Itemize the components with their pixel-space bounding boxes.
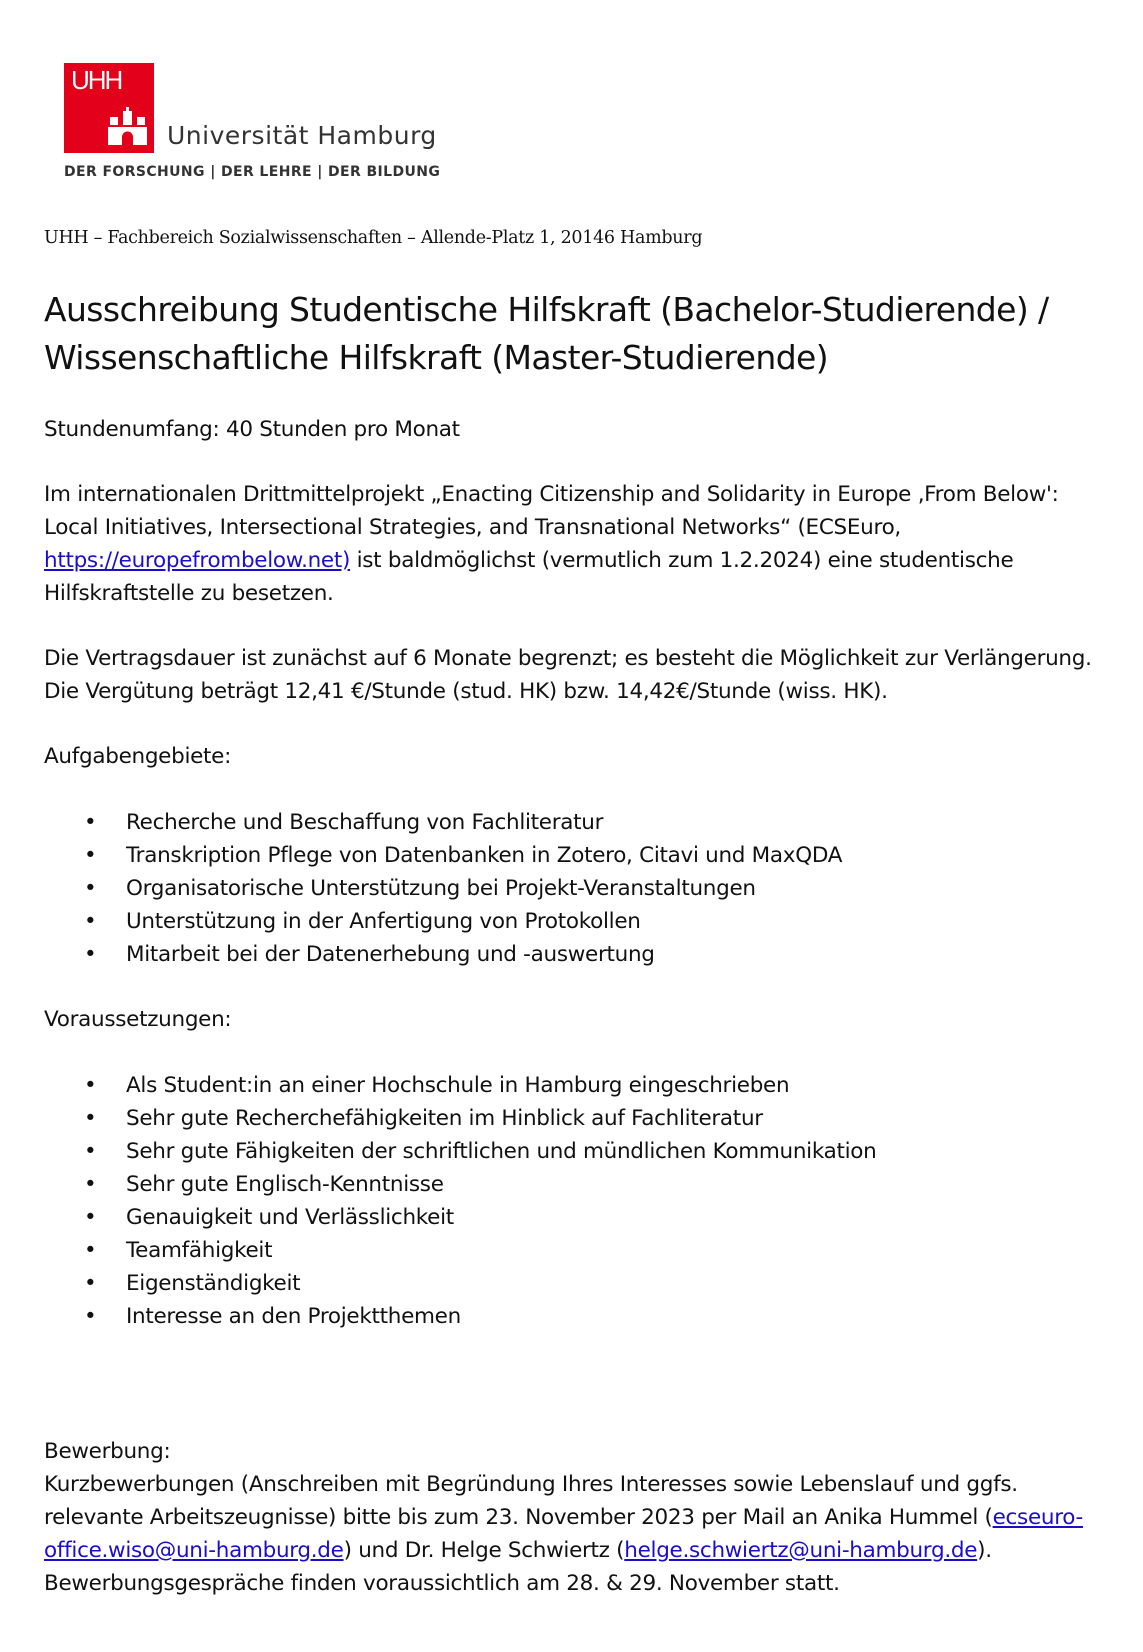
list-item: • Organisatorische Unterstützung bei Projekt-Veranstaltungen bbox=[44, 872, 1114, 905]
application-heading: Bewerbung: bbox=[44, 1439, 171, 1464]
title-line-1: Ausschreibung Studentische Hilfskraft (Bachelor-Studierende) / bbox=[44, 290, 1049, 329]
castle-icon bbox=[108, 107, 148, 147]
application-section bbox=[44, 1435, 1114, 1600]
email-link-schwiertz[interactable]: helge.schwiertz@uni-hamburg.de bbox=[624, 1538, 978, 1563]
list-item: • Interesse an den Projektthemen bbox=[44, 1300, 1114, 1333]
tasks-list bbox=[44, 806, 1114, 971]
list-item: • Transkription Pflege von Datenbanken in Zotero, Citavi und MaxQDA bbox=[44, 839, 1114, 872]
intro-paragraph bbox=[44, 478, 1114, 610]
requirements-list bbox=[44, 1069, 1114, 1333]
list-item: • Teamfähigkeit bbox=[44, 1234, 1114, 1267]
list-item: • Genauigkeit und Verlässlichkeit bbox=[44, 1201, 1114, 1234]
logo-mark-text: UHH bbox=[71, 65, 122, 95]
hours: Stundenumfang: 40 Stunden pro Monat bbox=[44, 417, 460, 442]
intro-text: Im internationalen Drittmittelprojekt „Enacting Citizenship and Solidarity in Europe ‚From Below': Local Initiatives, Intersectional Strategies, and Transnational Networks“ (ECSEuro, bbox=[44, 482, 1059, 540]
title-line-2: Wissenschaftliche Hilfskraft (Master-Studierende) bbox=[44, 338, 829, 377]
intro-text-end: ist baldmöglichst (vermutlich zum 1.2.2024) eine studentische Hilfskraftstelle zu besetzen. bbox=[44, 548, 1014, 606]
list-item: • Sehr gute Fähigkeiten der schriftlichen und mündlichen Kommunikation bbox=[44, 1135, 1114, 1168]
tasks-heading: Aufgabengebiete: bbox=[44, 744, 232, 769]
university-logo bbox=[64, 63, 444, 193]
list-item: • Recherche und Beschaffung von Fachliteratur bbox=[44, 806, 1114, 839]
application-text bbox=[44, 1468, 1114, 1600]
sender-address: UHH – Fachbereich Sozialwissenschaften – Allende-Platz 1, 20146 Hamburg bbox=[44, 228, 703, 248]
email-link-office[interactable]: ecseuro-office.wiso@uni-hamburg.de bbox=[44, 1505, 1083, 1563]
university-name: Universität Hamburg bbox=[167, 121, 437, 150]
project-link[interactable]: https://europefrombelow.net) bbox=[44, 548, 351, 573]
application-text-1: Kurzbewerbungen (Anschreiben mit Begründung Ihres Interesses sowie Lebenslauf und ggfs. relevante Arbeitszeugnisse) bitte bis zum 23. November 2023 per Mail an Anika Hummel ( bbox=[44, 1472, 1018, 1530]
list-item: • Als Student:in an einer Hochschule in Hamburg eingeschrieben bbox=[44, 1069, 1114, 1102]
requirements-heading: Voraussetzungen: bbox=[44, 1007, 232, 1032]
list-item: • Sehr gute Recherchefähigkeiten im Hinblick auf Fachliteratur bbox=[44, 1102, 1114, 1135]
list-item: • Sehr gute Englisch-Kenntnisse bbox=[44, 1168, 1114, 1201]
list-item: • Unterstützung in der Anfertigung von Protokollen bbox=[44, 905, 1114, 938]
list-item: • Eigenständigkeit bbox=[44, 1267, 1114, 1300]
page-title bbox=[44, 286, 1124, 382]
logo-mark bbox=[64, 63, 154, 153]
university-claim: DER FORSCHUNG | DER LEHRE | DER BILDUNG bbox=[64, 164, 441, 180]
application-text-3: ). Bewerbungsgespräche finden voraussichtlich am 28. & 29. November statt. bbox=[44, 1538, 992, 1596]
list-item: • Mitarbeit bei der Datenerhebung und -auswertung bbox=[44, 938, 1114, 971]
application-text-2: ) und Dr. Helge Schwiertz ( bbox=[343, 1538, 625, 1563]
contract-paragraph: Die Vertragsdauer ist zunächst auf 6 Monate begrenzt; es besteht die Möglichkeit zur Verlängerung. Die Vergütung beträgt 12,41 €/Stunde (stud. HK) bzw. 14,42€/Stunde (wiss. HK). bbox=[44, 646, 1092, 704]
